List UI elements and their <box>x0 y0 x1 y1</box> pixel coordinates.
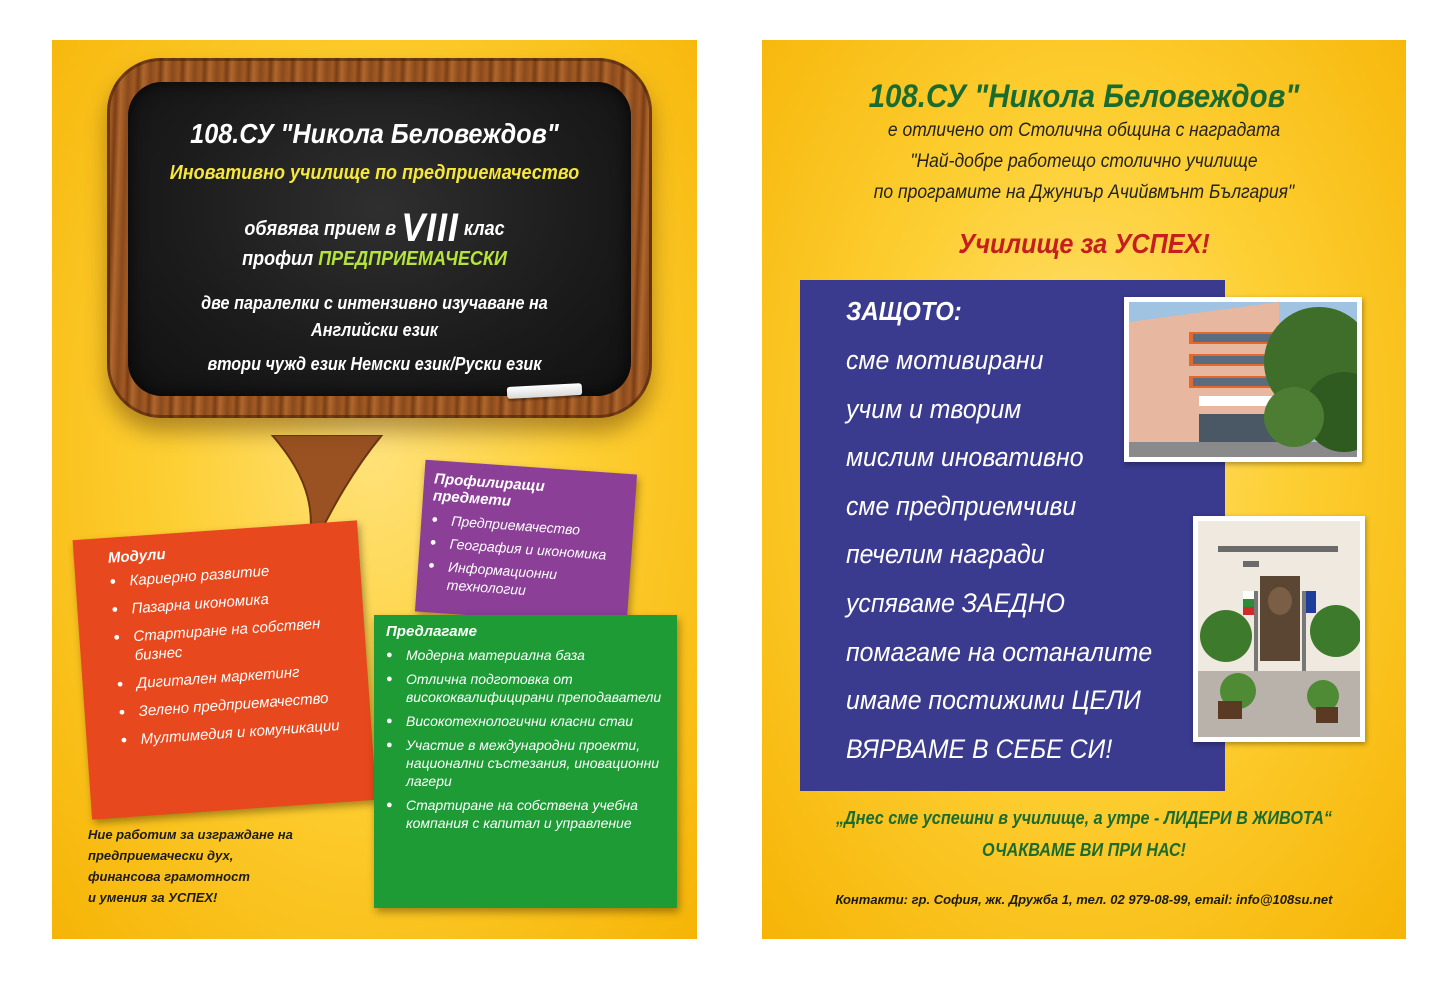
left-flyer <box>52 40 697 939</box>
building-image <box>1129 302 1357 457</box>
footer-line: Ние работим за изграждане на <box>88 827 293 842</box>
modules-heading: Модули <box>107 545 167 567</box>
offer-list <box>386 646 667 832</box>
list-item: ● Участие в международни проекти, национални състезания, иновационни лагери <box>386 736 667 790</box>
list-item: ● Зелено предприемачество <box>118 687 352 722</box>
school-building-photo <box>1124 297 1362 462</box>
admission-grade: VIII <box>401 206 459 250</box>
award-line: по програмите на Джуниър Ачийвмънт България" <box>873 182 1295 203</box>
admission-prefix: обявява прием в <box>244 218 402 240</box>
modules-list <box>109 557 354 751</box>
profile-prefix: профил <box>242 248 319 270</box>
list-item: ● Дигитален маркетинг <box>116 659 350 694</box>
profiled-subjects-list <box>426 510 621 605</box>
list-item: ● Предприемачество <box>431 510 622 541</box>
award-line: е отличено от Столична община с наградата <box>887 120 1281 141</box>
list-item: ● География и икономика <box>429 533 620 564</box>
list-item: ● Модерна материална база <box>386 646 667 664</box>
success-heading: Училище за УСПЕХ! <box>958 228 1210 259</box>
list-item: учим и творим <box>846 393 1022 424</box>
list-item: сме мотивирани <box>846 345 1044 375</box>
profile-value: ПРЕДПРИЕМАЧЕСКИ <box>318 248 507 270</box>
list-item: ● Стартиране на собствен бизнес <box>113 612 348 666</box>
list-item: ● Стартиране на собствена учебна компания с капитал и управление <box>386 796 667 832</box>
list-item: ВЯРВАМЕ В СЕБЕ СИ! <box>846 733 1113 764</box>
welcome-text: ОЧАКВАМЕ ВИ ПРИ НАС! <box>982 840 1186 860</box>
board-admission <box>84 206 665 251</box>
list-item: ● Информационни технологии <box>426 556 618 605</box>
left-footer-text <box>88 824 358 908</box>
school-hall-photo <box>1193 516 1365 742</box>
list-item: успяваме ЗАЕДНО <box>846 587 1065 618</box>
award-line: "Най-добре работещо столично училище <box>910 151 1258 172</box>
footer-line: и умения за УСПЕХ! <box>88 890 218 905</box>
board-language <box>84 290 665 344</box>
language-line-1: две паралелки с интензивно изучаване на <box>201 293 548 313</box>
profiled-subjects-heading: Профилиращи предмети <box>432 470 546 510</box>
board-title: 108.СУ "Никола Беловеждов" <box>190 118 559 149</box>
board-second-language: втори чужд език Немски език/Руски език <box>207 354 542 374</box>
list-item: ● Пазарна икономика <box>111 585 345 620</box>
list-item: ● Кариерно развитие <box>109 557 343 592</box>
footer-line: финансова грамотност <box>88 869 250 884</box>
board-subtitle: Иновативно училище по предприемачество <box>169 162 580 184</box>
list-item: ● Високотехнологични класни стаи <box>386 712 667 730</box>
contacts-text: Контакти: гр. София, жк. Дружба 1, тел. 02 979-08-99, email: info@108su.net <box>835 892 1333 907</box>
list-item: сме предприемчиви <box>846 490 1077 521</box>
modules-card <box>73 520 377 819</box>
motto-quote: „Днес сме успешни в училище, а утре - ЛИДЕРИ В ЖИВОТА“ <box>835 808 1332 828</box>
list-item: ● Мултимедия и комуникации <box>120 715 354 750</box>
language-line-2: Английски език <box>310 320 438 340</box>
list-item: ● Отлична подготовка от висококвалифицирани преподаватели <box>386 670 667 706</box>
right-flyer <box>762 40 1406 939</box>
board-profile <box>84 248 665 271</box>
reasons-heading: ЗАЩОТО: <box>846 296 962 326</box>
profiled-subjects-card <box>415 460 637 626</box>
school-title: 108.СУ "Никола Беловеждов" <box>868 78 1300 114</box>
list-item: мислим иновативно <box>846 442 1084 473</box>
list-item: имаме постижими ЦЕЛИ <box>846 685 1141 716</box>
offer-heading: Предлагаме <box>386 623 478 640</box>
offer-card <box>374 615 677 908</box>
hall-image <box>1198 521 1360 737</box>
list-item: печелим награди <box>846 539 1045 570</box>
footer-line: предприемачески дух, <box>88 848 234 863</box>
list-item: помагаме на останалите <box>846 636 1153 667</box>
admission-suffix: клас <box>458 218 505 240</box>
